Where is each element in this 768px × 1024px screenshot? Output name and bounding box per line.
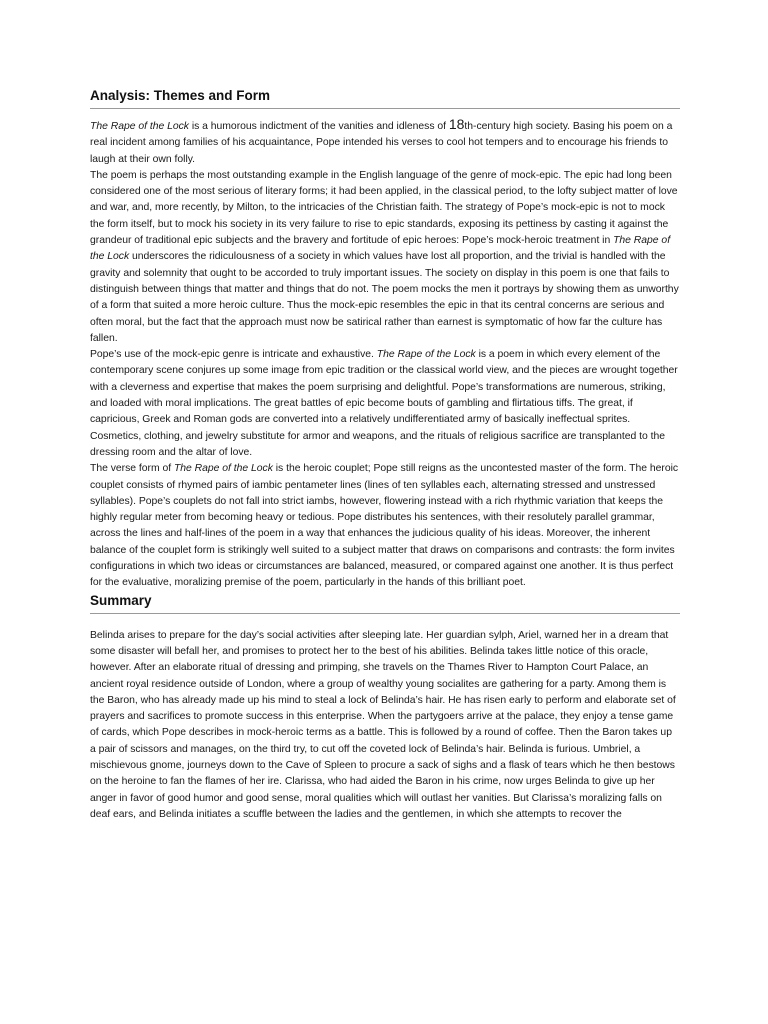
work-title: The Rape of the Lock bbox=[173, 463, 273, 475]
summary-heading: Summary bbox=[90, 593, 680, 614]
text-run: The poem is perhaps the most outstanding example in the English language of the genre of mock-epic. The epic had long been considered one of the most serious of literary forms; it had been applied, in the classical period, to the lofty subject matter of love and war, and, more recently, by Milton, to the intricacies of the Christian faith. The strategy of Pope’s mock-epic is not to mock the form itself, but to mock his society in its very failure to rise to epic standards, exposing its pettiness by casting it against the grandeur of traditional epic subjects and the bravery and fortitude of epic heroes: Pope’s mock-heroic treatment in bbox=[90, 169, 678, 247]
text-run: th-century high society. Basing his poem on a real incident among families of his acquaintance, Pope intended his verses to cool hot tempers and to encourage his friends to laugh at their own folly. bbox=[90, 121, 673, 165]
text-run: is a poem in which every element of the contemporary scene conjures up some image from epic tradition or the classical world view, and the pieces are wrought together with a cleverness and expertise that makes the poem surprising and delightful. Pope’s transformations are numerous, striking, and loaded with moral implications. The great battles of epic become bouts of gambling and flirtatious tiffs. The great, if capricious, Greek and Roman gods are converted into a relatively undifferentiated army of basically ineffectual sprites. Cosmetics, clothing, and jewelry substitute for armor and weapons, and the rituals of religious sacrifice are transplanted to the dressing room and the altar of love. bbox=[90, 349, 678, 458]
century-number: 18 bbox=[448, 116, 465, 132]
text-run: Pope’s use of the mock-epic genre is intricate and exhaustive. bbox=[90, 349, 377, 361]
work-title: The Rape of the Lock bbox=[90, 121, 189, 132]
themes-heading: Analysis: Themes and Form bbox=[90, 88, 680, 109]
themes-paragraph bbox=[90, 116, 680, 168]
text-run: underscores the ridiculousness of a society in which values have lost all proportion, and the trivial is handled with the gravity and solemnity that ought to be accorded to truly important issues. The society on display in this poem is one that fails to distinguish between things that matter and things that do not. The poem mocks the men it portrays by showing them as unworthy of a form that suited a more heroic culture. Thus the mock-epic resembles the epic in that its central concerns are serious and often moral, but the fact that the approach must now be satirical rather than earnest is symptomatic of how far the culture has fallen. bbox=[90, 251, 679, 344]
document-page bbox=[90, 88, 680, 823]
summary-paragraph bbox=[90, 628, 680, 824]
text-run: Belinda arises to prepare for the day’s social activities after sleeping late. Her guardian sylph, Ariel, warned her in a dream that some disaster will befall her, and promises to protect her to the best of his abilities. Belinda takes little notice of this oracle, however. After an elaborate ritual of dressing and primping, she travels on the Thames River to Hampton Court Palace, an ancient royal residence outside of London, where a group of wealthy young socialites are gathering for a party. Among them is the Baron, who has already made up his mind to steal a lock of Belinda’s hair. He has risen early to perform and elaborate set of prayers and sacrifices to promote success in this enterprise. When the partygoers arrive at the palace, they enjoy a tense game of cards, which Pope describes in mock-heroic terms as a battle. This is followed by a round of coffee. Then the Baron takes up a pair of scissors and manages, on the third try, to cut off the coveted lock of Belinda’s hair. Belinda is furious. Umbriel, a mischievous gnome, journeys down to the Cave of Spleen to procure a sack of sighs and a flask of tears which he then bestows on the heroine to fan the flames of her ire. Clarissa, who had aided the Baron in his crime, now urges Belinda to give up her anger in favor of good humor and good sense, moral qualities which will outlast her vanities. But Clarissa’s moralizing falls on deaf ears, and Belinda initiates a scuffle between the ladies and the gentlemen, in which she attempts to recover the bbox=[90, 629, 676, 820]
work-title: The Rape of the Lock bbox=[376, 349, 476, 361]
themes-paragraph bbox=[90, 347, 680, 461]
text-run: is a humorous indictment of the vanities and idleness of bbox=[188, 121, 449, 132]
themes-paragraph bbox=[90, 461, 680, 591]
themes-paragraph bbox=[90, 168, 680, 347]
themes-body bbox=[90, 116, 680, 592]
text-run: is the heroic couplet; Pope still reigns as the uncontested master of the form. The heroic couplet consists of rhymed pairs of iambic pentameter lines (lines of ten syllables each, alternating stressed and unstressed syllables). Pope’s couplets do not fall into strict iambs, however, flowering instead with a rich rhythmic variation that keeps the highly regular meter from becoming heavy or tedious. Pope distributes his sentences, with their resolutely parallel grammar, across the lines and half-lines of the poem in a way that enhances the judicious quality of his ideas. Moreover, the inherent balance of the couplet form is strikingly well suited to a subject matter that draws on comparisons and contrasts: the form invites configurations in which two ideas or circumstances are balanced, measured, or compared against one another. It is thus perfect for the evaluative, moralizing premise of the poem, particularly in the hands of this brilliant poet. bbox=[90, 463, 679, 589]
text-run: The verse form of bbox=[90, 463, 174, 475]
summary-body bbox=[90, 628, 680, 824]
work-title: The Rape of the Lock bbox=[90, 235, 671, 263]
